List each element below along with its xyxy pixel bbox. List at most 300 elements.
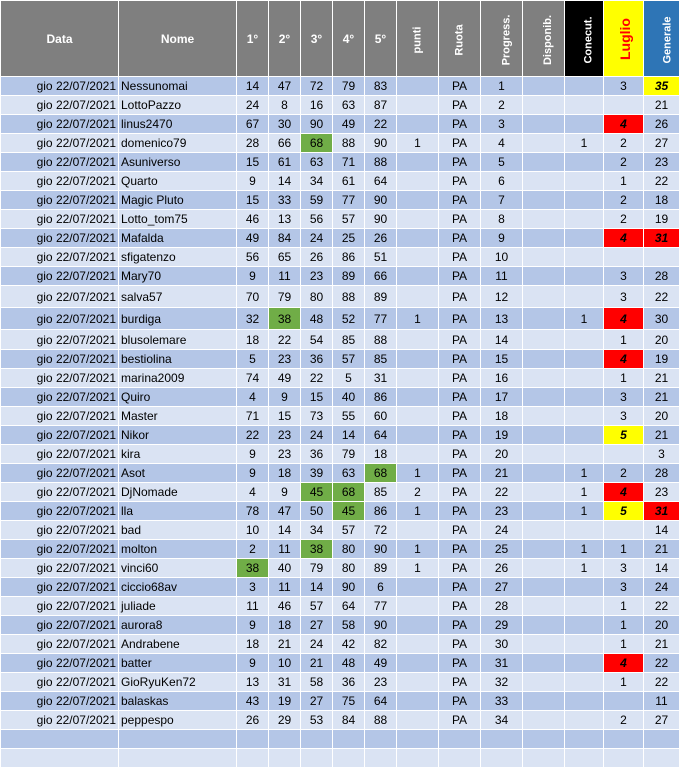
- punti-cell: [397, 267, 439, 286]
- name-cell: lla: [119, 502, 237, 521]
- number-cell: 87: [365, 96, 397, 115]
- table-row: [1, 369, 679, 388]
- date-cell: gio 22/07/2021: [1, 267, 119, 286]
- table-row: [1, 407, 679, 426]
- generale-cell: 26: [644, 115, 679, 134]
- date-cell: gio 22/07/2021: [1, 521, 119, 540]
- ruota-cell: PA: [439, 229, 481, 248]
- generale-cell: 20: [644, 616, 679, 635]
- header-data: Data: [1, 1, 119, 77]
- progress-cell: 33: [481, 692, 523, 711]
- number-cell: 43: [237, 692, 269, 711]
- punti-cell: 1: [397, 540, 439, 559]
- date-cell: gio 22/07/2021: [1, 540, 119, 559]
- ruota-cell: PA: [439, 464, 481, 483]
- generale-cell: 3: [644, 445, 679, 464]
- number-cell: 85: [333, 330, 365, 350]
- ruota-cell: PA: [439, 616, 481, 635]
- number-cell: 25: [333, 229, 365, 248]
- table-row: [1, 711, 679, 730]
- table-row: [1, 388, 679, 407]
- ruota-cell: PA: [439, 502, 481, 521]
- number-cell: 49: [365, 654, 397, 673]
- number-cell: 23: [301, 267, 333, 286]
- punti-cell: [397, 330, 439, 350]
- progress-cell: 4: [481, 134, 523, 153]
- number-cell: 23: [269, 350, 301, 369]
- date-cell: gio 22/07/2021: [1, 502, 119, 521]
- empty-cell: [481, 749, 523, 768]
- luglio-cell: 1: [604, 597, 644, 616]
- luglio-cell: 3: [604, 286, 644, 308]
- generale-cell: 22: [644, 597, 679, 616]
- number-cell: 24: [301, 635, 333, 654]
- ruota-cell: PA: [439, 172, 481, 191]
- ruota-cell: PA: [439, 654, 481, 673]
- number-cell: 90: [333, 578, 365, 597]
- table-row: [1, 445, 679, 464]
- disponib-cell: [523, 673, 565, 692]
- number-cell: 40: [269, 559, 301, 578]
- number-cell: 11: [237, 597, 269, 616]
- name-cell: bestiolina: [119, 350, 237, 369]
- header-nome: Nome: [119, 1, 237, 77]
- header-generale: Generale: [644, 1, 679, 77]
- table-row: [1, 426, 679, 445]
- name-cell: burdiga: [119, 308, 237, 330]
- disponib-cell: [523, 229, 565, 248]
- name-cell: Nikor: [119, 426, 237, 445]
- name-cell: blusolemare: [119, 330, 237, 350]
- number-cell: 15: [301, 388, 333, 407]
- number-cell: 31: [269, 673, 301, 692]
- luglio-cell: 4: [604, 229, 644, 248]
- name-cell: aurora8: [119, 616, 237, 635]
- empty-cell: [604, 749, 644, 768]
- progress-cell: 24: [481, 521, 523, 540]
- number-cell: 19: [269, 692, 301, 711]
- number-cell: 30: [269, 115, 301, 134]
- number-cell: 90: [365, 134, 397, 153]
- number-cell: 86: [333, 248, 365, 267]
- luglio-cell: 1: [604, 172, 644, 191]
- number-cell: 88: [365, 330, 397, 350]
- generale-cell: 21: [644, 369, 679, 388]
- progress-cell: 31: [481, 654, 523, 673]
- generale-cell: 31: [644, 229, 679, 248]
- number-cell: 23: [269, 445, 301, 464]
- ruota-cell: PA: [439, 308, 481, 330]
- generale-cell: 22: [644, 172, 679, 191]
- empty-cell: [365, 749, 397, 768]
- name-cell: salva57: [119, 286, 237, 308]
- punti-cell: [397, 711, 439, 730]
- luglio-cell: [604, 96, 644, 115]
- header-4: 4°: [333, 1, 365, 77]
- number-cell: 2: [237, 540, 269, 559]
- punti-cell: [397, 115, 439, 134]
- number-cell: 75: [333, 692, 365, 711]
- generale-cell: 21: [644, 540, 679, 559]
- progress-cell: 11: [481, 267, 523, 286]
- empty-cell: [1, 730, 119, 749]
- conecut-cell: [565, 407, 604, 426]
- ruota-cell: PA: [439, 96, 481, 115]
- table-row: [1, 191, 679, 210]
- progress-cell: 27: [481, 578, 523, 597]
- ruota-cell: PA: [439, 711, 481, 730]
- luglio-cell: 1: [604, 616, 644, 635]
- luglio-cell: 3: [604, 407, 644, 426]
- number-cell: 61: [333, 172, 365, 191]
- conecut-cell: [565, 654, 604, 673]
- number-cell: 23: [365, 673, 397, 692]
- number-cell: 26: [365, 229, 397, 248]
- name-cell: GioRyuKen72: [119, 673, 237, 692]
- empty-cell: [301, 749, 333, 768]
- luglio-cell: 5: [604, 502, 644, 521]
- conecut-cell: [565, 426, 604, 445]
- number-cell: 14: [269, 521, 301, 540]
- number-cell: 11: [269, 267, 301, 286]
- empty-cell: [237, 749, 269, 768]
- number-cell: 83: [365, 77, 397, 96]
- name-cell: Asot: [119, 464, 237, 483]
- empty-row: [1, 749, 679, 768]
- progress-cell: 19: [481, 426, 523, 445]
- progress-cell: 34: [481, 711, 523, 730]
- date-cell: gio 22/07/2021: [1, 654, 119, 673]
- ruota-cell: PA: [439, 191, 481, 210]
- number-cell: 77: [365, 597, 397, 616]
- number-cell: 26: [301, 248, 333, 267]
- empty-cell: [604, 730, 644, 749]
- generale-cell: 20: [644, 330, 679, 350]
- disponib-cell: [523, 654, 565, 673]
- progress-cell: 2: [481, 96, 523, 115]
- progress-cell: 20: [481, 445, 523, 464]
- number-cell: 13: [237, 673, 269, 692]
- number-cell: 47: [269, 77, 301, 96]
- date-cell: gio 22/07/2021: [1, 445, 119, 464]
- empty-cell: [333, 749, 365, 768]
- conecut-cell: 1: [565, 540, 604, 559]
- luglio-cell: 4: [604, 483, 644, 502]
- luglio-cell: 2: [604, 153, 644, 172]
- conecut-cell: [565, 692, 604, 711]
- number-cell: 89: [365, 559, 397, 578]
- generale-cell: 21: [644, 388, 679, 407]
- number-cell: 71: [333, 153, 365, 172]
- number-cell: 38: [269, 308, 301, 330]
- generale-cell: 24: [644, 578, 679, 597]
- punti-cell: [397, 654, 439, 673]
- number-cell: 89: [333, 267, 365, 286]
- generale-cell: 30: [644, 308, 679, 330]
- conecut-cell: [565, 153, 604, 172]
- name-cell: DjNomade: [119, 483, 237, 502]
- generale-cell: 22: [644, 654, 679, 673]
- number-cell: 28: [237, 134, 269, 153]
- disponib-cell: [523, 330, 565, 350]
- number-cell: 63: [333, 464, 365, 483]
- number-cell: 24: [237, 96, 269, 115]
- empty-row: [1, 730, 679, 749]
- number-cell: 88: [365, 153, 397, 172]
- ruota-cell: PA: [439, 578, 481, 597]
- date-cell: gio 22/07/2021: [1, 248, 119, 267]
- punti-cell: 1: [397, 464, 439, 483]
- number-cell: 84: [333, 711, 365, 730]
- number-cell: 64: [365, 426, 397, 445]
- number-cell: 58: [301, 673, 333, 692]
- ruota-cell: PA: [439, 388, 481, 407]
- number-cell: 67: [237, 115, 269, 134]
- name-cell: Andrabene: [119, 635, 237, 654]
- empty-cell: [439, 730, 481, 749]
- date-cell: gio 22/07/2021: [1, 96, 119, 115]
- number-cell: 9: [237, 464, 269, 483]
- number-cell: 66: [269, 134, 301, 153]
- date-cell: gio 22/07/2021: [1, 692, 119, 711]
- empty-cell: [481, 730, 523, 749]
- generale-cell: 21: [644, 635, 679, 654]
- name-cell: Quiro: [119, 388, 237, 407]
- table-row: [1, 96, 679, 115]
- header-progress: Progress.: [481, 1, 523, 77]
- progress-cell: 25: [481, 540, 523, 559]
- luglio-cell: 2: [604, 711, 644, 730]
- date-cell: gio 22/07/2021: [1, 330, 119, 350]
- generale-cell: 27: [644, 711, 679, 730]
- ruota-cell: PA: [439, 115, 481, 134]
- empty-cell: [523, 730, 565, 749]
- luglio-cell: [604, 248, 644, 267]
- number-cell: 49: [237, 229, 269, 248]
- generale-cell: 21: [644, 426, 679, 445]
- number-cell: 5: [333, 369, 365, 388]
- table-row: [1, 654, 679, 673]
- number-cell: 90: [365, 540, 397, 559]
- empty-cell: [565, 749, 604, 768]
- name-cell: LottoPazzo: [119, 96, 237, 115]
- number-cell: 85: [365, 483, 397, 502]
- punti-cell: [397, 191, 439, 210]
- empty-cell: [439, 749, 481, 768]
- table-row: [1, 350, 679, 369]
- conecut-cell: [565, 369, 604, 388]
- name-cell: ciccio68av: [119, 578, 237, 597]
- conecut-cell: [565, 578, 604, 597]
- luglio-cell: 5: [604, 426, 644, 445]
- ruota-cell: PA: [439, 350, 481, 369]
- header-ruota: Ruota: [439, 1, 481, 77]
- number-cell: 59: [301, 191, 333, 210]
- table-row: [1, 248, 679, 267]
- conecut-cell: [565, 388, 604, 407]
- generale-cell: 28: [644, 267, 679, 286]
- punti-cell: [397, 521, 439, 540]
- conecut-cell: [565, 248, 604, 267]
- number-cell: 34: [301, 521, 333, 540]
- conecut-cell: [565, 330, 604, 350]
- ruota-cell: PA: [439, 153, 481, 172]
- disponib-cell: [523, 559, 565, 578]
- disponib-cell: [523, 445, 565, 464]
- conecut-cell: [565, 115, 604, 134]
- empty-cell: [397, 749, 439, 768]
- conecut-cell: [565, 521, 604, 540]
- number-cell: 14: [237, 77, 269, 96]
- number-cell: 86: [365, 502, 397, 521]
- progress-cell: 30: [481, 635, 523, 654]
- conecut-cell: [565, 210, 604, 229]
- date-cell: gio 22/07/2021: [1, 115, 119, 134]
- generale-cell: 14: [644, 521, 679, 540]
- number-cell: 79: [333, 77, 365, 96]
- luglio-cell: 3: [604, 77, 644, 96]
- number-cell: 16: [301, 96, 333, 115]
- conecut-cell: [565, 350, 604, 369]
- disponib-cell: [523, 286, 565, 308]
- number-cell: 9: [237, 445, 269, 464]
- number-cell: 38: [301, 540, 333, 559]
- conecut-cell: [565, 267, 604, 286]
- disponib-cell: [523, 115, 565, 134]
- number-cell: 24: [301, 229, 333, 248]
- number-cell: 72: [365, 521, 397, 540]
- name-cell: molton: [119, 540, 237, 559]
- date-cell: gio 22/07/2021: [1, 153, 119, 172]
- date-cell: gio 22/07/2021: [1, 711, 119, 730]
- progress-cell: 5: [481, 153, 523, 172]
- generale-cell: 23: [644, 483, 679, 502]
- punti-cell: [397, 616, 439, 635]
- name-cell: Quarto: [119, 172, 237, 191]
- number-cell: 85: [365, 350, 397, 369]
- ruota-cell: PA: [439, 673, 481, 692]
- punti-cell: [397, 407, 439, 426]
- date-cell: gio 22/07/2021: [1, 229, 119, 248]
- number-cell: 49: [269, 369, 301, 388]
- generale-cell: 21: [644, 96, 679, 115]
- empty-cell: [269, 730, 301, 749]
- empty-cell: [237, 730, 269, 749]
- empty-cell: [119, 749, 237, 768]
- luglio-cell: 1: [604, 673, 644, 692]
- table-row: [1, 464, 679, 483]
- number-cell: 42: [333, 635, 365, 654]
- header-5: 5°: [365, 1, 397, 77]
- luglio-cell: 4: [604, 308, 644, 330]
- progress-cell: 15: [481, 350, 523, 369]
- punti-cell: [397, 172, 439, 191]
- number-cell: 27: [301, 616, 333, 635]
- empty-cell: [119, 730, 237, 749]
- generale-cell: 18: [644, 191, 679, 210]
- punti-cell: [397, 578, 439, 597]
- table-row: [1, 153, 679, 172]
- number-cell: 70: [237, 286, 269, 308]
- conecut-cell: [565, 96, 604, 115]
- number-cell: 38: [237, 559, 269, 578]
- conecut-cell: 1: [565, 134, 604, 153]
- number-cell: 9: [237, 172, 269, 191]
- number-cell: 47: [269, 502, 301, 521]
- number-cell: 50: [301, 502, 333, 521]
- punti-cell: [397, 248, 439, 267]
- progress-cell: 1: [481, 77, 523, 96]
- number-cell: 10: [237, 521, 269, 540]
- empty-cell: [365, 730, 397, 749]
- number-cell: 9: [269, 483, 301, 502]
- disponib-cell: [523, 711, 565, 730]
- empty-cell: [397, 730, 439, 749]
- conecut-cell: [565, 445, 604, 464]
- progress-cell: 7: [481, 191, 523, 210]
- date-cell: gio 22/07/2021: [1, 191, 119, 210]
- number-cell: 80: [301, 286, 333, 308]
- progress-cell: 32: [481, 673, 523, 692]
- date-cell: gio 22/07/2021: [1, 464, 119, 483]
- number-cell: 60: [365, 407, 397, 426]
- number-cell: 18: [237, 330, 269, 350]
- ruota-cell: PA: [439, 210, 481, 229]
- table-row: [1, 692, 679, 711]
- date-cell: gio 22/07/2021: [1, 635, 119, 654]
- disponib-cell: [523, 369, 565, 388]
- progress-cell: 3: [481, 115, 523, 134]
- number-cell: 65: [269, 248, 301, 267]
- number-cell: 57: [333, 210, 365, 229]
- number-cell: 48: [333, 654, 365, 673]
- name-cell: balaskas: [119, 692, 237, 711]
- generale-cell: 27: [644, 134, 679, 153]
- disponib-cell: [523, 153, 565, 172]
- name-cell: batter: [119, 654, 237, 673]
- number-cell: 71: [237, 407, 269, 426]
- number-cell: 39: [301, 464, 333, 483]
- table-row: [1, 673, 679, 692]
- empty-cell: [333, 730, 365, 749]
- number-cell: 26: [237, 711, 269, 730]
- punti-cell: [397, 229, 439, 248]
- number-cell: 36: [301, 445, 333, 464]
- number-cell: 11: [269, 578, 301, 597]
- conecut-cell: [565, 616, 604, 635]
- conecut-cell: 1: [565, 483, 604, 502]
- ruota-cell: PA: [439, 369, 481, 388]
- header-conecut: Conecut.: [565, 1, 604, 77]
- name-cell: bad: [119, 521, 237, 540]
- number-cell: 77: [365, 308, 397, 330]
- number-cell: 14: [333, 426, 365, 445]
- ruota-cell: PA: [439, 286, 481, 308]
- name-cell: Mary70: [119, 267, 237, 286]
- punti-cell: [397, 286, 439, 308]
- date-cell: gio 22/07/2021: [1, 673, 119, 692]
- number-cell: 57: [333, 350, 365, 369]
- progress-cell: 26: [481, 559, 523, 578]
- number-cell: 89: [365, 286, 397, 308]
- table-row: [1, 330, 679, 350]
- generale-cell: 31: [644, 502, 679, 521]
- number-cell: 64: [365, 172, 397, 191]
- table-row: [1, 502, 679, 521]
- ruota-cell: PA: [439, 267, 481, 286]
- luglio-cell: 1: [604, 369, 644, 388]
- number-cell: 90: [365, 616, 397, 635]
